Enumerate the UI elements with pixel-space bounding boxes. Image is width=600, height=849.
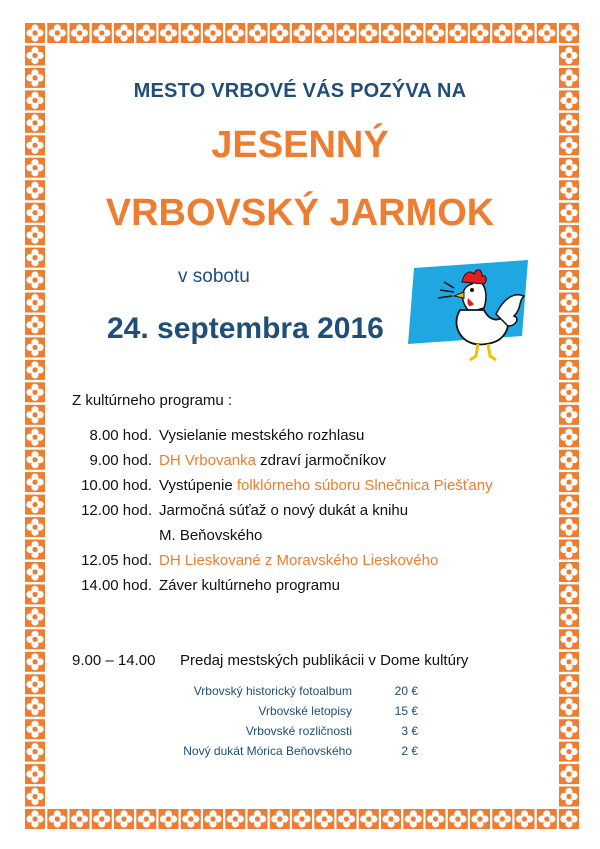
border-flower [225, 23, 245, 43]
border-flower [559, 46, 579, 66]
border-flower [470, 809, 490, 829]
border-flower [92, 809, 112, 829]
border-flower [492, 809, 512, 829]
publication-name: Nový dukát Mórica Beňovského [183, 744, 352, 758]
border-flower [559, 382, 579, 402]
program-time: 14.00 hod. [81, 577, 152, 594]
program-description [159, 452, 386, 469]
program-row [0, 552, 600, 572]
border-flower [203, 23, 223, 43]
border-flower [448, 23, 468, 43]
border-flower [181, 809, 201, 829]
program-row [0, 577, 600, 597]
border-flower [25, 764, 45, 784]
price-row [0, 704, 600, 720]
program-performer: DH Vrbovanka [159, 452, 256, 469]
program-time: 8.00 hod. [89, 427, 152, 444]
program-description [159, 552, 438, 569]
publication-price: 3 € [401, 724, 418, 738]
border-flower [314, 809, 334, 829]
publication-price: 20 € [394, 684, 418, 698]
border-flower [25, 293, 45, 313]
program-description [159, 527, 262, 544]
program-time: 12.00 hod. [81, 502, 152, 519]
border-flower [203, 809, 223, 829]
border-flower [25, 652, 45, 672]
price-row [0, 684, 600, 700]
border-flower [426, 809, 446, 829]
border-flower [136, 809, 156, 829]
publication-price: 2 € [401, 744, 418, 758]
border-flower [270, 809, 290, 829]
program-row [0, 477, 600, 497]
border-flower [136, 23, 156, 43]
program-description [159, 502, 408, 519]
border-flower [270, 23, 290, 43]
program-text: Jarmočná súťaž o nový dukát a knihu [159, 502, 409, 519]
border-flower [515, 809, 535, 829]
program-row [0, 527, 600, 547]
sale-description: Predaj mestských publikácii v Dome kultúry [180, 652, 469, 669]
border-flower [559, 809, 579, 829]
program-row [0, 502, 600, 522]
border-flower [25, 23, 45, 43]
program-time: 12.05 hod. [81, 552, 152, 569]
border-flower [559, 315, 579, 335]
border-flower [47, 23, 67, 43]
border-flower [403, 809, 423, 829]
border-flower [426, 23, 446, 43]
border-flower [492, 23, 512, 43]
program-time: 10.00 hod. [81, 477, 152, 494]
program-performer: DH Lieskované z Moravského Lieskového [159, 552, 439, 569]
border-flower [25, 787, 45, 807]
border-flower [559, 293, 579, 313]
border-flower [381, 23, 401, 43]
border-flower [25, 315, 45, 335]
publication-price: 15 € [394, 704, 418, 718]
border-flower [470, 23, 490, 43]
border-flower [559, 652, 579, 672]
publication-name: Vrbovské rozličnosti [245, 724, 352, 738]
sale-time: 9.00 – 14.00 [72, 652, 156, 669]
border-flower [559, 405, 579, 425]
border-flower [359, 23, 379, 43]
border-flower [225, 809, 245, 829]
program-text: Vysielanie mestského rozhlasu [159, 427, 365, 444]
program-text: zdraví jarmočníkov [256, 452, 387, 469]
border-flower [559, 23, 579, 43]
program-row [0, 452, 600, 472]
program-time: 9.00 hod. [89, 452, 152, 469]
border-flower [70, 809, 90, 829]
program-performer: folklórneho súboru Slnečnica Piešťany [236, 477, 493, 494]
border-flower [70, 23, 90, 43]
program-text: M. Beňovského [159, 527, 263, 544]
event-title-line1: JESENNÝ [211, 124, 389, 166]
border-flower [114, 23, 134, 43]
price-row [0, 744, 600, 760]
publication-name: Vrbovské letopisy [258, 704, 352, 718]
border-flower [448, 809, 468, 829]
border-flower [559, 337, 579, 357]
border-flower [403, 23, 423, 43]
border-flower [25, 248, 45, 268]
border-flower [248, 23, 268, 43]
program-text: Vystúpenie [159, 477, 237, 494]
price-row [0, 724, 600, 740]
border-flower [25, 382, 45, 402]
border-flower [25, 46, 45, 66]
event-title-line2: VRBOVSKÝ JARMOK [105, 192, 495, 234]
border-flower [47, 809, 67, 829]
border-flower [381, 809, 401, 829]
border-flower [559, 607, 579, 627]
program-description [159, 577, 340, 594]
border-flower [559, 248, 579, 268]
border-flower [159, 23, 179, 43]
event-date: 24. septembra 2016 [107, 312, 384, 345]
program-row [0, 427, 600, 447]
border-flower [25, 270, 45, 290]
border-flower [25, 629, 45, 649]
border-flower [292, 23, 312, 43]
border-flower [559, 270, 579, 290]
border-flower [337, 809, 357, 829]
rooster-icon [400, 252, 532, 364]
invitation-heading: MESTO VRBOVÉ VÁS POZÝVA NA [133, 80, 467, 102]
border-flower [314, 23, 334, 43]
border-flower [337, 23, 357, 43]
border-flower [114, 809, 134, 829]
border-flower [25, 337, 45, 357]
border-flower [248, 809, 268, 829]
border-flower [537, 23, 557, 43]
border-flower [292, 809, 312, 829]
border-flower [515, 23, 535, 43]
border-flower [181, 23, 201, 43]
border-flower [559, 787, 579, 807]
border-flower [92, 23, 112, 43]
border-flower [537, 809, 557, 829]
border-flower [25, 607, 45, 627]
publication-name: Vrbovský historický fotoalbum [193, 684, 352, 698]
border-flower [159, 809, 179, 829]
border-flower [25, 809, 45, 829]
border-flower [25, 360, 45, 380]
program-description [159, 427, 364, 444]
border-flower [559, 764, 579, 784]
program-description [159, 477, 493, 494]
program-heading: Z kultúrneho programu : [72, 392, 233, 409]
event-day: v sobotu [178, 266, 250, 287]
border-flower [559, 360, 579, 380]
border-flower [25, 405, 45, 425]
border-flower [559, 629, 579, 649]
program-text: Záver kultúrneho programu [159, 577, 340, 594]
border-flower [359, 809, 379, 829]
